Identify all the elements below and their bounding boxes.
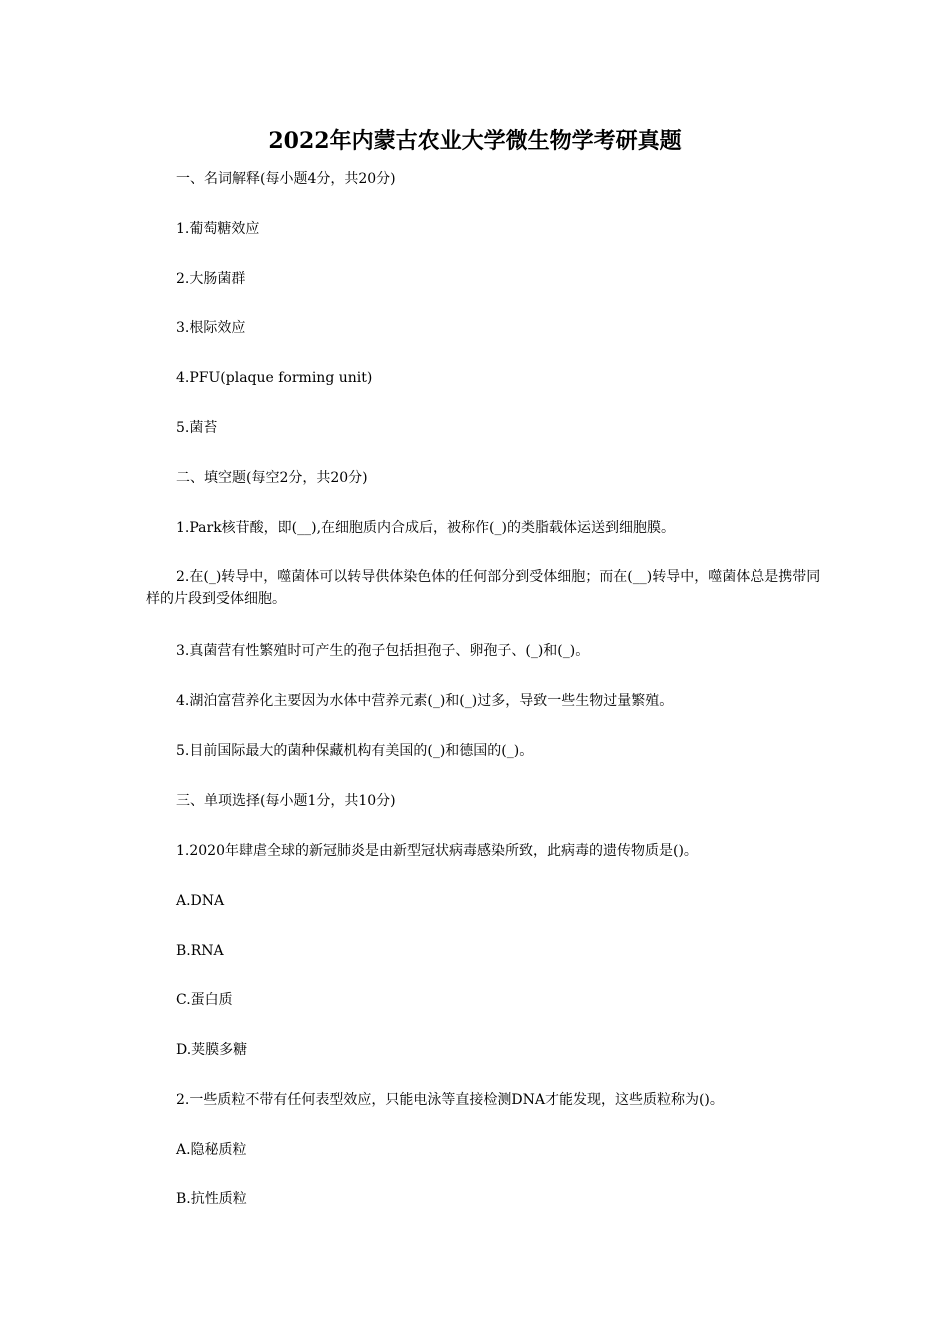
list-item: 3.真菌营有性繁殖时可产生的孢子包括担孢子、卵孢子、(_)和(_)。 bbox=[176, 643, 590, 659]
list-item: 5.目前国际最大的菌种保藏机构有美国的(_)和德国的(_)。 bbox=[176, 743, 534, 759]
question-stem: 1.2020年肆虐全球的新冠肺炎是由新型冠状病毒感染所致，此病毒的遗传物质是()。 bbox=[176, 843, 698, 859]
list-item: 1.Park核苷酸，即(__),在细胞质内合成后，被称作(_)的类脂载体运送到细胞膜。 bbox=[176, 520, 675, 536]
list-item: 4.湖泊富营养化主要因为水体中营养元素(_)和(_)过多，导致一些生物过量繁殖。 bbox=[176, 693, 674, 709]
section-heading: 三、单项选择(每小题1分，共10分) bbox=[176, 793, 396, 809]
list-item: 2.大肠菌群 bbox=[176, 271, 246, 287]
answer-option: A.隐秘质粒 bbox=[176, 1142, 247, 1158]
answer-option: A.DNA bbox=[176, 893, 225, 909]
document-title: 2022年内蒙古农业大学微生物学考研真题 bbox=[268, 128, 682, 154]
list-item: 2.在(_)转导中，噬菌体可以转导供体染色体的任何部分到受体细胞；而在(__)转导中，噬菌体总是携带同样的片段到受体细胞。 bbox=[146, 569, 821, 607]
answer-option: C.蛋白质 bbox=[176, 992, 233, 1008]
answer-option: D.荚膜多糖 bbox=[176, 1042, 248, 1058]
answer-option: B.抗性质粒 bbox=[176, 1191, 247, 1207]
list-item: 3.根际效应 bbox=[176, 320, 246, 336]
section-heading: 二、填空题(每空2分，共20分) bbox=[176, 470, 368, 486]
list-item: 5.菌苔 bbox=[176, 420, 218, 436]
list-item: 1.葡萄糖效应 bbox=[176, 221, 260, 237]
section-heading: 一、名词解释(每小题4分，共20分) bbox=[176, 171, 396, 187]
list-item: 4.PFU(plaque forming unit) bbox=[176, 370, 373, 386]
question-stem: 2.一些质粒不带有任何表型效应，只能电泳等直接检测DNA才能发现，这些质粒称为()。 bbox=[176, 1092, 724, 1108]
answer-option: B.RNA bbox=[176, 943, 224, 959]
